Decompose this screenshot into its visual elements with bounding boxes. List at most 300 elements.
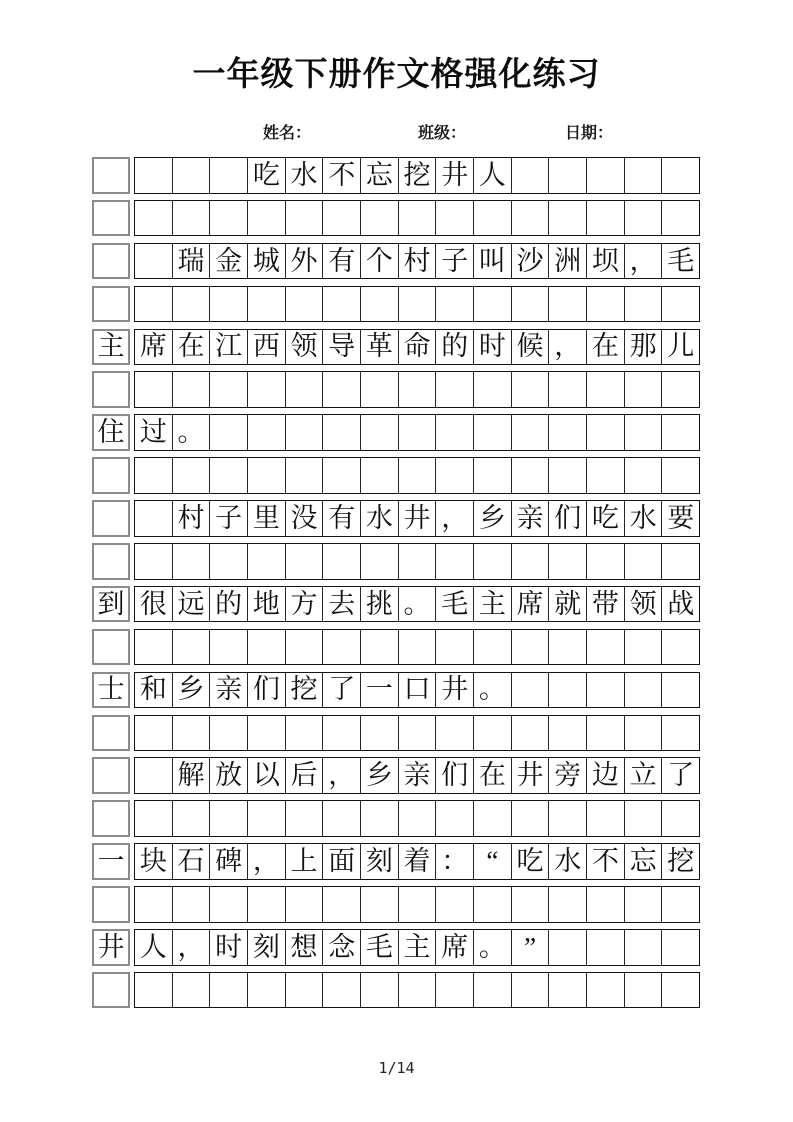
grid-cell — [398, 415, 436, 450]
grid-cell: 里 — [247, 501, 285, 536]
grid-row — [92, 243, 700, 280]
grid-cell — [586, 415, 624, 450]
grid-cell — [285, 801, 323, 836]
grid-row-strip — [134, 414, 700, 451]
grid-cell — [661, 415, 699, 450]
writing-grid — [92, 157, 700, 1008]
grid-cell — [586, 930, 624, 965]
grid-cell: 人 — [473, 158, 511, 193]
grid-cell — [661, 372, 699, 407]
grid-cell — [661, 973, 699, 1008]
grid-cell — [322, 716, 360, 751]
grid-cell — [247, 544, 285, 579]
grid-cell — [360, 372, 398, 407]
grid-cell: 子 — [435, 244, 473, 279]
grid-row-strip — [134, 972, 700, 1009]
grid-cell — [322, 287, 360, 322]
grid-cell: 那 — [624, 330, 662, 365]
grid-cell — [360, 415, 398, 450]
grid-cell — [360, 458, 398, 493]
grid-cell: 忘 — [360, 158, 398, 193]
grid-cell — [172, 544, 210, 579]
grid-cell: 和 — [139, 674, 167, 705]
grid-cell: 解 — [172, 758, 210, 793]
grid-cell — [247, 287, 285, 322]
grid-cell — [172, 630, 210, 665]
grid-cell — [548, 887, 586, 922]
grid-cell: 水 — [624, 501, 662, 536]
grid-cell — [624, 801, 662, 836]
grid-cell: 毛 — [435, 587, 473, 622]
grid-cell — [247, 716, 285, 751]
grid-cell — [661, 201, 699, 236]
grid-cell — [586, 801, 624, 836]
grid-cell — [247, 887, 285, 922]
grid-row-strip — [134, 500, 700, 537]
grid-cell: 地 — [247, 587, 285, 622]
grid-row-strip — [134, 886, 700, 923]
grid-cell: 村 — [398, 244, 436, 279]
page-title: 一年级下册作文格强化练习 — [192, 57, 601, 93]
grid-cell — [548, 801, 586, 836]
grid-cell: 水 — [285, 158, 323, 193]
grid-cell — [435, 716, 473, 751]
grid-row — [92, 543, 700, 580]
grid-cell: 时 — [473, 330, 511, 365]
grid-cell: 井 — [435, 673, 473, 708]
grid-cell — [586, 673, 624, 708]
grid-cell — [398, 458, 436, 493]
grid-cell — [209, 458, 247, 493]
grid-cell — [172, 887, 210, 922]
grid-cell — [285, 372, 323, 407]
grid-cell: 放 — [209, 758, 247, 793]
grid-cell — [209, 887, 247, 922]
grid-cell: 挑 — [360, 587, 398, 622]
grid-cell: 人 — [139, 931, 167, 962]
grid-cell — [92, 972, 130, 1009]
grid-cell — [661, 930, 699, 965]
grid-cell: 战 — [661, 587, 699, 622]
grid-cell — [285, 458, 323, 493]
grid-cell: 石 — [172, 844, 210, 879]
grid-cell — [92, 886, 130, 923]
grid-cell: 们 — [435, 758, 473, 793]
grid-cell — [398, 544, 436, 579]
grid-cell: 就 — [548, 587, 586, 622]
grid-cell — [586, 158, 624, 193]
grid-cell — [511, 801, 549, 836]
grid-cell — [473, 630, 511, 665]
grid-cell — [398, 973, 436, 1008]
grid-cell: 毛 — [360, 930, 398, 965]
grid-cell — [135, 973, 172, 1008]
grid-cell: 候 — [511, 330, 549, 365]
grid-cell — [473, 544, 511, 579]
grid-cell — [624, 372, 662, 407]
grid-cell — [473, 201, 511, 236]
grid-cell — [209, 287, 247, 322]
grid-cell: 方 — [285, 587, 323, 622]
date-label: 日期： — [565, 125, 614, 142]
grid-row — [92, 886, 700, 923]
grid-cell: 领 — [285, 330, 323, 365]
grid-cell: 水 — [548, 844, 586, 879]
grid-cell: 的 — [435, 330, 473, 365]
grid-cell: 去 — [322, 587, 360, 622]
grid-cell — [360, 201, 398, 236]
grid-cell: 一 — [92, 843, 130, 880]
grid-cell — [511, 458, 549, 493]
grid-cell — [435, 201, 473, 236]
grid-row-strip — [134, 243, 700, 280]
grid-cell: 外 — [285, 244, 323, 279]
grid-cell — [92, 157, 130, 194]
grid-cell: 儿 — [661, 330, 699, 365]
grid-cell: ” — [511, 930, 549, 965]
grid-cell: 有 — [322, 244, 360, 279]
grid-cell — [586, 544, 624, 579]
grid-cell — [661, 887, 699, 922]
grid-cell — [247, 801, 285, 836]
grid-cell — [247, 415, 285, 450]
grid-cell — [92, 757, 130, 794]
grid-cell — [172, 201, 210, 236]
grid-cell — [473, 287, 511, 322]
grid-cell: 领 — [624, 587, 662, 622]
grid-cell: 没 — [285, 501, 323, 536]
grid-row — [92, 329, 700, 366]
grid-row-strip — [134, 586, 700, 623]
grid-cell: 井 — [92, 929, 130, 966]
grid-cell — [285, 887, 323, 922]
grid-cell — [172, 158, 210, 193]
grid-row — [92, 843, 700, 880]
grid-cell: 亲 — [398, 758, 436, 793]
grid-cell: 。 — [473, 930, 511, 965]
grid-cell: 江 — [209, 330, 247, 365]
grid-cell: 住 — [92, 414, 130, 451]
grid-cell — [247, 201, 285, 236]
grid-cell — [548, 930, 586, 965]
grid-cell: 城 — [247, 244, 285, 279]
grid-cell — [548, 201, 586, 236]
grid-cell — [322, 630, 360, 665]
grid-row-strip — [134, 200, 700, 237]
grid-cell — [473, 372, 511, 407]
grid-cell: 亲 — [511, 501, 549, 536]
grid-cell: 井 — [511, 758, 549, 793]
grid-cell: ， — [548, 330, 586, 365]
grid-cell: 挖 — [661, 844, 699, 879]
grid-cell: 后 — [285, 758, 323, 793]
grid-cell: 刻 — [247, 930, 285, 965]
grid-cell — [285, 201, 323, 236]
grid-cell: 忘 — [624, 844, 662, 879]
grid-row — [92, 157, 700, 194]
grid-row — [92, 972, 700, 1009]
grid-cell: 个 — [360, 244, 398, 279]
grid-cell — [398, 372, 436, 407]
grid-cell — [624, 630, 662, 665]
grid-cell — [586, 458, 624, 493]
grid-row — [92, 629, 700, 666]
grid-cell: 吃 — [586, 501, 624, 536]
grid-cell: 块 — [139, 846, 167, 876]
grid-cell: 要 — [661, 501, 699, 536]
grid-row — [92, 414, 700, 451]
grid-cell: 。 — [473, 673, 511, 708]
grid-cell — [398, 287, 436, 322]
grid-cell: 时 — [209, 930, 247, 965]
grid-cell: 毛 — [661, 244, 699, 279]
grid-cell — [247, 372, 285, 407]
grid-cell — [360, 287, 398, 322]
grid-cell — [398, 801, 436, 836]
grid-cell: 不 — [322, 158, 360, 193]
grid-cell — [473, 801, 511, 836]
grid-cell: ， — [322, 758, 360, 793]
grid-cell: 井 — [398, 501, 436, 536]
grid-cell — [398, 630, 436, 665]
grid-cell: 一 — [360, 673, 398, 708]
grid-cell — [511, 716, 549, 751]
grid-cell — [135, 287, 172, 322]
grid-cell: 吃 — [247, 158, 285, 193]
grid-row-strip — [134, 329, 700, 366]
grid-cell — [322, 801, 360, 836]
grid-cell: 念 — [322, 930, 360, 965]
grid-cell: 在 — [473, 758, 511, 793]
grid-cell: 士 — [92, 672, 130, 709]
grid-cell — [511, 415, 549, 450]
grid-cell: 口 — [398, 673, 436, 708]
grid-cell — [92, 715, 130, 752]
grid-cell — [209, 973, 247, 1008]
grid-cell — [247, 630, 285, 665]
grid-cell — [398, 887, 436, 922]
grid-cell: 西 — [247, 330, 285, 365]
grid-cell — [209, 630, 247, 665]
grid-cell — [92, 500, 130, 537]
grid-cell — [135, 630, 172, 665]
grid-cell: 村 — [172, 501, 210, 536]
grid-cell — [624, 544, 662, 579]
grid-row-strip — [134, 929, 700, 966]
grid-cell — [92, 457, 130, 494]
grid-cell: 以 — [247, 758, 285, 793]
grid-cell: 。 — [172, 415, 210, 450]
grid-cell — [285, 973, 323, 1008]
grid-cell — [172, 716, 210, 751]
grid-cell — [209, 201, 247, 236]
grid-cell: ， — [172, 930, 210, 965]
grid-row-strip — [134, 757, 700, 794]
grid-cell — [322, 415, 360, 450]
grid-cell — [398, 716, 436, 751]
grid-cell: 主 — [92, 329, 130, 366]
grid-row-strip — [134, 543, 700, 580]
grid-row — [92, 800, 700, 837]
grid-row-strip — [134, 672, 700, 709]
grid-cell — [548, 673, 586, 708]
grid-cell — [398, 201, 436, 236]
grid-cell — [661, 287, 699, 322]
grid-cell — [473, 716, 511, 751]
grid-cell — [548, 630, 586, 665]
grid-cell: 刻 — [360, 844, 398, 879]
grid-cell — [172, 973, 210, 1008]
grid-cell — [435, 630, 473, 665]
grid-cell: 很 — [139, 588, 167, 619]
grid-cell — [511, 544, 549, 579]
grid-row-strip — [134, 629, 700, 666]
grid-cell: 乡 — [172, 673, 210, 708]
grid-cell — [360, 887, 398, 922]
grid-cell — [661, 673, 699, 708]
grid-cell — [360, 973, 398, 1008]
grid-cell — [624, 458, 662, 493]
grid-cell: 叫 — [473, 244, 511, 279]
grid-cell — [586, 716, 624, 751]
grid-cell — [92, 543, 130, 580]
grid-cell: 过 — [139, 417, 167, 448]
grid-cell — [473, 973, 511, 1008]
grid-cell — [661, 458, 699, 493]
grid-cell — [92, 371, 130, 408]
grid-cell — [135, 201, 172, 236]
grid-row — [92, 200, 700, 237]
grid-cell: 着 — [398, 844, 436, 879]
grid-cell: 挖 — [285, 673, 323, 708]
grid-cell: 不 — [586, 844, 624, 879]
grid-cell — [322, 973, 360, 1008]
grid-cell: 有 — [322, 501, 360, 536]
grid-cell — [135, 544, 172, 579]
grid-cell — [586, 201, 624, 236]
grid-cell: 导 — [322, 330, 360, 365]
grid-cell — [435, 415, 473, 450]
grid-cell — [511, 372, 549, 407]
grid-cell — [172, 287, 210, 322]
grid-cell: 们 — [247, 673, 285, 708]
grid-cell — [135, 716, 172, 751]
grid-cell — [322, 887, 360, 922]
grid-cell — [548, 158, 586, 193]
grid-cell — [435, 287, 473, 322]
grid-cell — [92, 243, 130, 280]
grid-cell: 子 — [209, 501, 247, 536]
grid-cell: 席 — [511, 587, 549, 622]
grid-cell — [548, 458, 586, 493]
grid-row-strip — [134, 286, 700, 323]
grid-cell — [511, 201, 549, 236]
grid-cell — [624, 887, 662, 922]
grid-row-strip — [134, 843, 700, 880]
grid-cell — [209, 372, 247, 407]
grid-cell — [624, 415, 662, 450]
grid-cell — [435, 887, 473, 922]
grid-row-strip — [134, 715, 700, 752]
grid-cell — [624, 930, 662, 965]
grid-cell: ， — [435, 501, 473, 536]
grid-cell — [473, 887, 511, 922]
grid-cell — [435, 544, 473, 579]
grid-cell — [135, 887, 172, 922]
grid-cell — [92, 800, 130, 837]
grid-cell: ： — [435, 844, 473, 879]
grid-row-strip — [134, 157, 700, 194]
grid-row — [92, 929, 700, 966]
grid-cell — [285, 287, 323, 322]
grid-cell — [548, 372, 586, 407]
grid-cell — [586, 287, 624, 322]
grid-cell — [548, 973, 586, 1008]
grid-row — [92, 371, 700, 408]
grid-row — [92, 286, 700, 323]
grid-cell: 上 — [285, 844, 323, 879]
grid-cell: 吃 — [511, 844, 549, 879]
grid-cell — [586, 887, 624, 922]
class-label: 班级： — [418, 125, 467, 142]
grid-cell — [135, 758, 172, 793]
grid-cell: 们 — [548, 501, 586, 536]
grid-cell — [135, 372, 172, 407]
grid-cell — [92, 286, 130, 323]
grid-row — [92, 715, 700, 752]
grid-row — [92, 757, 700, 794]
grid-cell — [586, 372, 624, 407]
grid-cell — [209, 415, 247, 450]
grid-cell: ， — [247, 844, 285, 879]
grid-cell: 边 — [586, 758, 624, 793]
grid-cell — [624, 716, 662, 751]
grid-cell: 了 — [661, 758, 699, 793]
grid-cell — [511, 630, 549, 665]
grid-cell — [586, 973, 624, 1008]
grid-cell — [511, 158, 549, 193]
grid-cell — [548, 544, 586, 579]
grid-cell — [435, 973, 473, 1008]
grid-cell — [209, 158, 247, 193]
grid-cell — [172, 372, 210, 407]
grid-cell — [661, 801, 699, 836]
grid-cell: 在 — [172, 330, 210, 365]
grid-cell: 坝 — [586, 244, 624, 279]
grid-row — [92, 672, 700, 709]
grid-cell — [624, 201, 662, 236]
grid-cell — [135, 458, 172, 493]
grid-cell — [511, 287, 549, 322]
grid-cell — [548, 415, 586, 450]
grid-row — [92, 457, 700, 494]
grid-row-strip — [134, 457, 700, 494]
grid-cell: 洲 — [548, 244, 586, 279]
grid-cell: 旁 — [548, 758, 586, 793]
grid-cell — [285, 630, 323, 665]
grid-cell — [360, 801, 398, 836]
grid-cell — [322, 458, 360, 493]
grid-cell — [624, 287, 662, 322]
grid-cell — [285, 415, 323, 450]
grid-cell: “ — [473, 844, 511, 879]
grid-cell: 带 — [586, 587, 624, 622]
grid-cell — [285, 544, 323, 579]
grid-cell: 亲 — [209, 673, 247, 708]
grid-cell: 的 — [209, 587, 247, 622]
grid-cell: 。 — [398, 587, 436, 622]
grid-cell: 乡 — [360, 758, 398, 793]
